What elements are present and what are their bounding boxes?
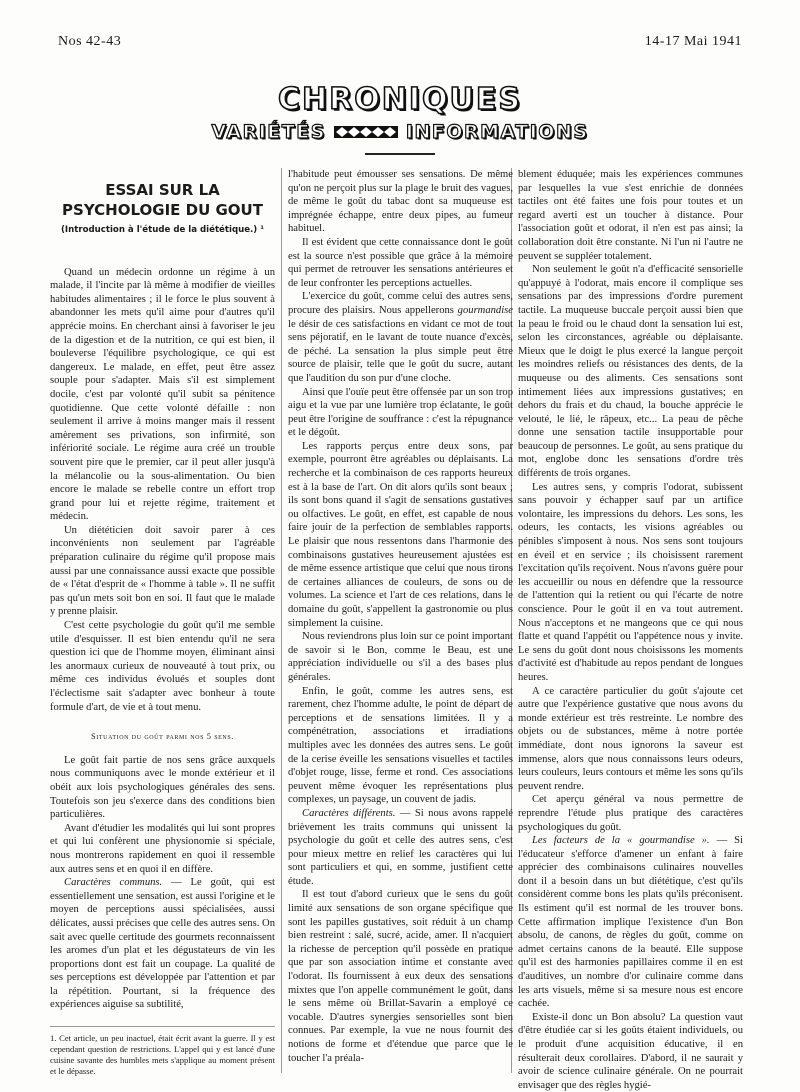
paragraph: Quand un médecin ordonne un régime à un malade, il l'incite par là même à modifier de vieilles habitudes alimentaires ; il le force le plus souvent à abandonner les mets qu'il aime pour d'autres qu'il apprécie moins. En cherchant ainsi à favoriser le jeu de la digestion et de la nutrition, ce qui est bien, il bouleverse l'équilibre psychologique, ce qui est dangereux. Le malade, en effet, peut être assez souple pour s'adapter. Mais s'il est simplement docile, c'est par volonté qu'il subit sa pénitence quotidienne. Que cette volonté défaille : non seulement il arrive à moins manger mais il ressent amèrement ses privations, son infirmité, son infériorité sociale. Le régime aura créé un trouble souvent pire que le premier, car il peut aller jusqu'à la mélancolie ou la sous-alimentation. Ou bien encore le malade se rebelle contre un effort trop grand pour lui et rejette régime, traitement et médecin. (50, 266, 275, 523)
article-columns (50, 168, 756, 1091)
paragraph: L'exercice du goût, comme celui des autres sens, procure des plaisirs. Nous appellerons gourmandise le désir de ces satisfactions en vidant ce mot de tout sens péjoratif, en le lavant de toute nuance d'excès, de péché. La sensation la plus simple peut être source de plaisir, telle que le goût du sucre, autant que l'audition du son pur d'une cloche. (288, 291, 513, 384)
paragraph: Les autres sens, y compris l'odorat, subissent sans pouvoir y échapper sauf par un artifice volontaire, les impressions du dehors. Les sons, les odeurs, les contacts, les visions agréables ou pénibles s'imposent à nous. Nos sens sont toujours en éveil et en service ; ils choisissent rarement l'excitation qu'ils reçoivent. Nous n'avons guère pour les accueillir ou nous en défendre que la ressource de l'attention qui la retient ou qui l'écarte de notre conscience. Pour le goût il en va tout autrement. Nous n'acceptons et ne mangeons que ce qui nous flatte et quand l'appétit ou l'appétence nous y invite. Le sens du goût dont nous choisissons les moments d'activité est d'habitude au repos pendant de longues heures. (518, 481, 743, 683)
paragraph: Cet aperçu général va nous permettre de reprendre l'étude plus pratique des caractères psychologiques du goût. (518, 794, 743, 833)
paragraph: C'est cette psychologie du goût qu'il me semble utile d'esquisser. Il est bien entendu qu'il ne sera question ici que de l'homme moyen, éliminant ainsi les anormaux curieux de nouveauté à tout prix, ou même ces individus évolués et souples dont l'éclectisme sait s'adapter avec bonheur à toute formule d'art, de vie et à tout menu. (50, 620, 275, 713)
column-1 (50, 180, 275, 1077)
paragraph: blement éduquée; mais les expériences communes par lesquelles la vue s'est enrichie de données tactiles ont été faites une fois pour toutes et un regard averti est un toucher à distance. Pour l'association goût et odorat, il n'en est pas ainsi; la collaboration doit être constante. Ni l'un ni l'autre ne peuvent se suppléer totalement. (518, 169, 743, 262)
ornament-icon (334, 125, 398, 139)
paragraph: Un diététicien doit savoir parer à ces inconvénients non seulement par l'agréable préparation culinaire du régime qu'il propose mais aussi par une connaissance aussi exacte que possible de « l'état d'esprit de « l'homme à table ». Il ne suffit pas qu'un mets soit bon en soi. Il faut que le malade y prenne plaisir. (50, 524, 275, 618)
paragraph: Enfin, le goût, comme les autres sens, est rarement, chez l'homme adulte, le point de départ de perceptions et de sensations limitées. Il y a compénétration, associations et irradiations multiples avec les données des autres sens. Le goût de la cerise éveille les sensations visuelles et tactiles d'objet rouge, lisse, ferme et rond. Ces associations peuvent même évoquer les représentations plus complexes, un paysage, un couvent de jadis. (288, 685, 513, 806)
paragraph-lead: Les facteurs de la « gourmandise ». (532, 835, 710, 847)
paragraph: Le goût fait partie de nos sens grâce auxquels nous communiquons avec le monde extérieur et il obéit aux lois psychologiques générales des sens. Toutefois son jeu s'exerce dans des conditions bien particulières. (50, 754, 275, 821)
paragraph: Les rapports perçus entre deux sons, par exemple, pourront être agréables ou déplaisants. La recherche et la combinaison de ces rapports heureux est à la base de l'art. On dit alors qu'ils sont beaux ; ils sont bons quand il s'agit de sensations gustatives ou olfactives. Le goût, en effet, est capable de nous faire jouir de la perfection de semblables rapports. Le plaisir que nous ressentons dans l'harmonie des combinaisons gustatives heureusement ajustées est de même essence artistique que celui que nous tirons de certaines alliances de couleurs, de sons ou de volumes. La science et l'art de ces relations, dans le domaine du goût, s'appellent la gastronomie ou plus simplement la cuisine. (288, 440, 513, 629)
column-2 (288, 168, 513, 1065)
paragraph: l'habitude peut émousser ses sensations. De même qu'on ne perçoit plus sur la plage le bruit des vagues, de même le goût du tabac dont sa muqueuse est imprégnée échappe, entre deux pipes, au fumeur habituel. (288, 169, 513, 235)
footnote (50, 1026, 275, 1077)
article-subtitle: (Introduction à l'étude de la diététique.) ¹ (61, 225, 264, 235)
paragraph: Il est évident que cette connaissance dont le goût est la source n'est possible que grâce à la mémoire qui permet de retrouver les sensations antérieures et de leur confronter les perceptions actuelles. (288, 236, 513, 289)
paragraph: Il est tout d'abord curieux que le sens du goût limité aux sensations de son organe spécifique que sont les papilles gustatives, soit réduit à un champ bien restreint : salé, sucré, acide, amer. Il n'acquiert la richesse de perception qu'il possède en pratique que par son association intime et constante avec l'odorat. Ils fournissent à eux deux des sensations mixtes que l'on appelle communément le goût, dans le sens même où Brillat-Savarin a employé ce vocable. D'autres synergies sensorielles sont bien connues. Par exemple, la vue ne nous fournit des notions de forme et d'étendue que parce que le toucher l'a préala- (288, 889, 513, 1064)
paragraph: Existe-il donc un Bon absolu? La question vaut d'être étudiée car si les goûts étaient individuels, ou le produit d'une acquisition éducative, il en résulterait deux corollaires. D'abord, il ne saurait y avoir de science culinaire générale. On ne pourrait envisager que des règles hygié- (518, 1011, 743, 1091)
masthead (0, 82, 800, 155)
footnote-text: 1. Cet article, un peu inactuel, était écrit avant la guerre. Il y est cependant question de restrictions. L'appel qui y est lancé d'une cuisine savante des humbles mets s'applique au moment présent et le dépasse. (50, 1033, 275, 1077)
article-title: ESSAI SUR LA PSYCHOLOGIE DU GOUT (62, 181, 263, 219)
column-3 (518, 168, 743, 1092)
paragraph: Non seulement le goût n'a d'efficacité sensorielle qu'appuyé à l'odorat, mais encore il complique ses sensations par des impressions d'ordre purement tactile. La muqueuse buccale perçoit aussi bien que la peau le froid ou le chaud dont la sensation lui est, selon les circonstances, agréable ou déplaisante. Mieux que le doigt le plus exercé la langue perçoit les moindres reliefs ou résistances des dents, de la muqueuse ou des aliments. Ces sensations sont intimement liées aux impressions gustatives; en dehors du frais et du chaud, la bouche apprécie le velouté, le lié, le râpeux, etc... La peau de pêche donne une sensation tactile insupportable pour beaucoup de personnes. Le goût, au sens pratique du mot, englobe donc les sensations d'ordre très différents de trois organes. (518, 264, 743, 480)
masthead-subtitle (0, 121, 800, 143)
paragraph: Les facteurs de la « gourmandise ». — Si l'éducateur s'efforce d'amener un enfant à faire apprécier des combinaisons culinaires nouvelles dont il a besoin dans un but diététique, c'est qu'ils considèrent comme bons les plats qu'ils préconisent. Ils estiment qu'il est normal de les trouver bons. Cette affirmation implique l'existence d'un Bon absolu, de canons, de règles du goût, comme on admet certains canons de la beauté. Elle suppose qu'il est des harmonies papillaires comme il en est d'auditives, un nombre d'or culinaire comme dans les arts visuels, même si sa mesure nous est encore cachée. (518, 835, 743, 1010)
issue-number: Nos 42-43 (58, 34, 122, 49)
paragraph: Nous reviendrons plus loin sur ce point important de savoir si le Bon, comme le Beau, est une appréciation individuelle ou s'il a des bases plus générales. (288, 631, 513, 683)
column-divider (281, 168, 282, 1073)
paragraph: A ce caractère particulier du goût s'ajoute cet autre que l'expérience gustative que nous avons du monde extérieur est très restreinte. Le nombre des objets ou de substances, même à notre portée immédiate, dont nous ignorons la saveur est immense, alors que nous connaissons leurs odeurs, leurs couleurs, leurs contours et même les sons qu'ils peuvent rendre. (518, 685, 743, 792)
section-heading: Situation du goût parmi nos 5 sens. (91, 732, 234, 742)
masthead-title: CHRONIQUES (278, 82, 522, 117)
paragraph: Caractères différents. — Si nous avons rappelé brièvement les traits communs qui unissent la psychologie du goût et celle des autres sens, c'est pour mieux mettre en relief les caractères qui lui sont particuliers et qui, en somme, justifient cette étude. (288, 807, 513, 887)
masthead-informations: INFORMATIONS (405, 121, 589, 143)
masthead-rule (365, 153, 435, 155)
paragraph: Caractères communs. — Le goût, qui est essentiellement une sensation, est aussi l'origine et le moyen de perceptions aussi spécialisées, aussi délicates, aussi précises que celle des autres sens. On sait avec quelle certitude des gourmets reconnaissent les aromes d'un plat et les dégustateurs de vin les proportions dont est fait un coupage. La qualité de ses perceptions est développée par l'attention et par la répétition. Pourtant, si la fréquence des expériences aiguise sa subtilité, (50, 877, 276, 1011)
masthead-varietes: VARIÉTÉS (211, 121, 326, 143)
page-header (58, 34, 742, 50)
paragraph: Avant d'étudier les modalités qui lui sont propres et qui lui confèrent une physionomie si spéciale, nous montrerons rapidement en quoi il ressemble aux autres sens et en quoi il en diffère. (50, 822, 275, 875)
issue-date: 14-17 Mai 1941 (644, 34, 742, 49)
paragraph: Ainsi que l'ouïe peut être offensée par un son trop aigu et la vue par une lumière trop éclatante, le goût peut être l'origine de souffrance : c'est la répugnance et le dégoût. (288, 386, 513, 439)
paragraph-lead: Caractères différents. (302, 807, 396, 819)
paragraph-lead: Caractères communs. (64, 877, 163, 889)
